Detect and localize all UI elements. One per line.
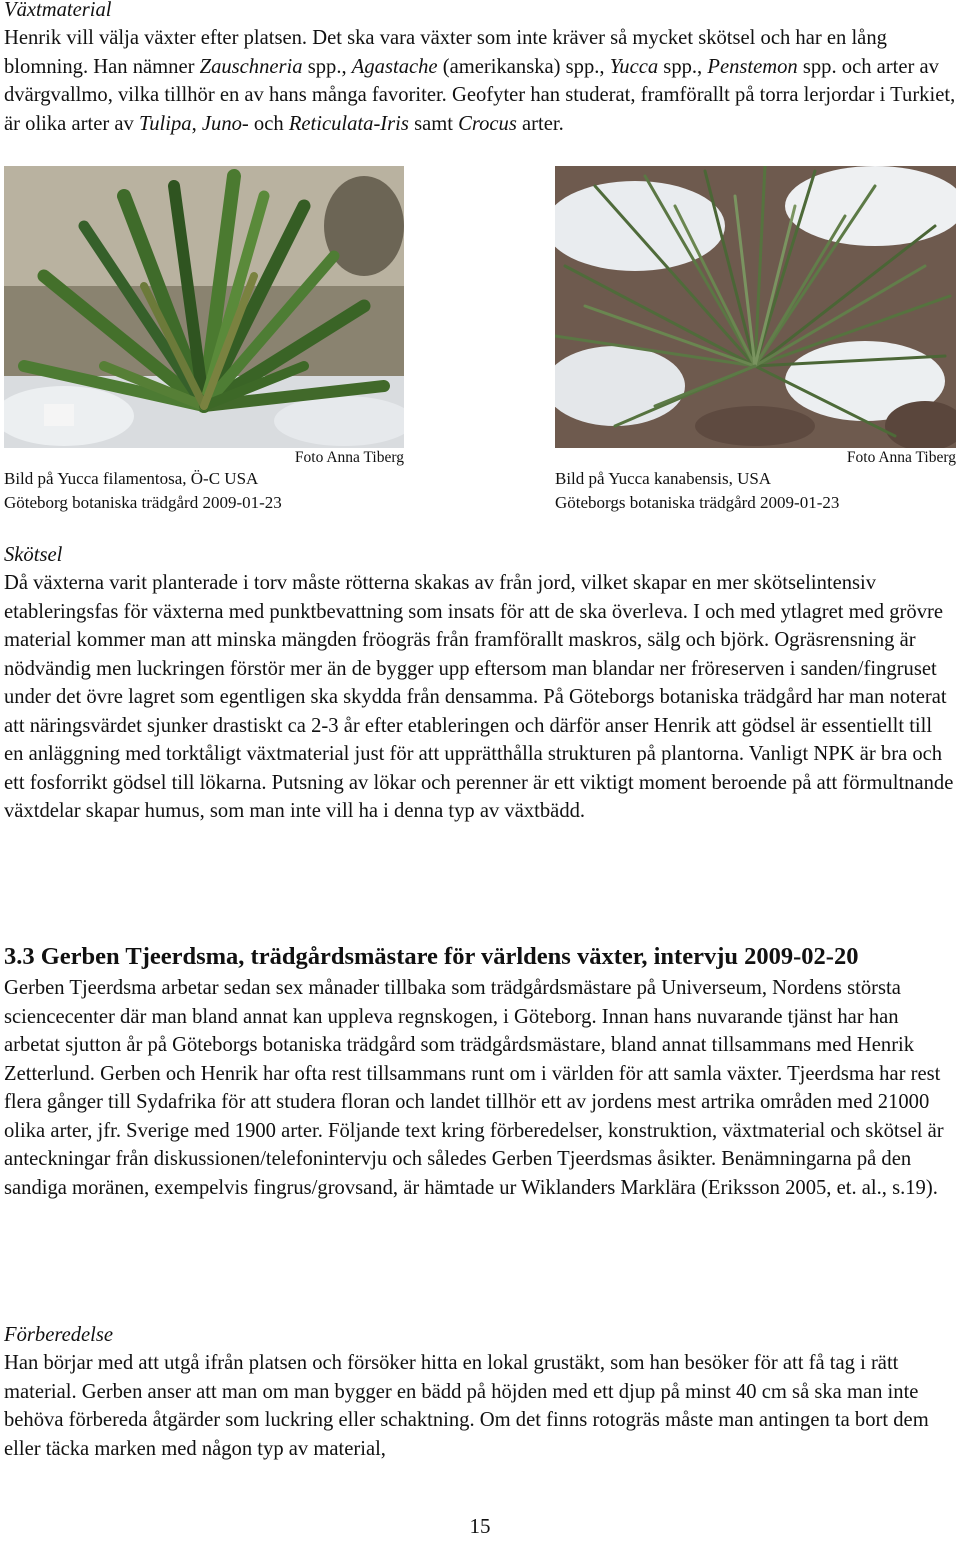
text-run: arter.	[516, 112, 564, 135]
text-run: spp.,	[658, 55, 708, 78]
italic-taxon: Juno	[201, 112, 242, 135]
text-run: ,	[191, 112, 202, 135]
page-number: 15	[469, 1514, 491, 1538]
italic-taxon: Yucca	[609, 55, 659, 78]
photo-caption-line: Göteborgs botaniska trädgård 2009-01-23	[555, 493, 840, 512]
italic-taxon: Tulipa	[138, 112, 192, 135]
text-run: spp. och arter av dvärgvallmo, vilka tillhör en av hans många favoriter. Geofyter han studerat, framförallt på torra lerjordar i Turkiet, är olika arter av	[4, 55, 956, 135]
photo-caption-line: Bild på Yucca kanabensis, USA	[555, 469, 772, 488]
text-run: - och	[241, 112, 289, 135]
photo-credit: Foto Anna Tiberg	[846, 449, 956, 466]
section-heading: Förberedelse	[4, 1324, 114, 1346]
section-heading: Skötsel	[4, 544, 63, 566]
italic-taxon: Penstemon	[707, 55, 798, 78]
section-body: Gerben Tjeerdsma arbetar sedan sex månader tillbaka som trädgårdsmästare på Universeum, Nordens största sciencecenter där man bland annat kan uppleva regnskogen, i Göteborg. Innan hans nuvarande tjänst har han arbetat sjutton år på Göteborgs botaniska trädgård som trädgårdsmästare, bland annat tillsammans med Henrik Zetterlund. Gerben och Henrik har ofta rest tillsammans runt om i världen för att samla växter. Tjeerdsma har rest flera gånger till Sydafrika för att studera floran och landet tillhör ett av jordens mest artrika områden med 21000 olika arter, jfr. Sverige med 1900 arter. Följande text kring förberedelser, konstruktion, växtmaterial och skötsel är anteckningar från diskussionen/telefonintervju och således Gerben Tjeerdsmas åsikter. Benämningarna på den sandiga moränen, exempelvis fingrus/grovsand, är hämtade ur Wiklanders Marklära (Eriksson 2005, et. al., s.19).	[4, 977, 944, 1199]
photo-figure-yucca-kanabensis	[555, 166, 956, 515]
italic-taxon: Zauschneria	[199, 55, 303, 78]
section-vaxtmaterial	[4, 0, 956, 138]
italic-taxon: Reticulata-Iris	[288, 112, 409, 135]
photo-caption-line: Göteborg botaniska trädgård 2009-01-23	[4, 493, 282, 512]
section-title: 3.3 Gerben Tjeerdsma, trädgårdsmästare för världens växter, intervju 2009-02-20	[4, 943, 859, 970]
section-interview	[4, 942, 956, 1202]
section-skotsel	[4, 541, 956, 826]
section-body	[4, 24, 956, 138]
photo-caption-line: Bild på Yucca filamentosa, Ö-C USA	[4, 469, 259, 488]
photo-yucca-filamentosa	[4, 166, 404, 448]
text-run: spp.,	[302, 55, 352, 78]
section-heading: Växtmaterial	[4, 0, 112, 21]
photo-yucca-kanabensis	[555, 166, 956, 448]
text-run: samt	[408, 112, 459, 135]
photo-figure-yucca-filamentosa	[4, 166, 404, 515]
text-run: Henrik vill välja växter efter platsen. Det ska vara växter som inte kräver så mycket skötsel och har en lång blomning. Han nämner	[4, 27, 887, 78]
photo-credit: Foto Anna Tiberg	[294, 449, 404, 466]
italic-taxon: Crocus	[458, 112, 517, 135]
section-body: Han börjar med att utgå ifrån platsen och försöker hitta en lokal grustäkt, som han besöker för att få tag i rätt material. Gerben anser att man om man bygger en bädd på höjden med ett djup på minst 40 cm så ska man inte behöva förbereda åtgärder som luckring eller schaktning. Om det finns rotogräs måste man antingen ta bort dem eller täcka marken med någon typ av material,	[4, 1352, 929, 1460]
section-body: Då växterna varit planterade i torv måste rötterna skakas av från jord, vilket skapar en mer skötselintensiv etableringsfas för växterna med punktbevattning som insats för att de ska överleva. I och med ytlagret med grövre material kommer man att minska mängden fröogräs från framförallt maskros, sälg och björk. Ogräsrensning är nödvändig men luckringen förstör mer än de bygger upp eftersom man blandar ner fröreserven i sanden/fingruset under det övre lagret som egentligen ska skydda från densamma. På Göteborgs botaniska trädgård har man noterat att näringsvärdet sjunker drastiskt ca 2-3 år efter etableringen och därför anser Henrik att gödsel är essentiellt till en anläggning med torktåligt växtmaterial just för att upprätthålla strukturen på plantorna. Vanligt NPK är bra och ett fosforrikt gödsel till lökarna. Putsning av lökar och perenner är ett viktigt moment beroende på att förmultnande växtdelar skapar humus, som man inte vill ha i denna typ av växtbädd.	[4, 572, 954, 822]
italic-taxon: Agastache	[351, 55, 438, 78]
text-run: (amerikanska) spp.,	[437, 55, 610, 78]
photo-row	[4, 166, 956, 526]
section-forberedelse	[4, 1321, 956, 1463]
